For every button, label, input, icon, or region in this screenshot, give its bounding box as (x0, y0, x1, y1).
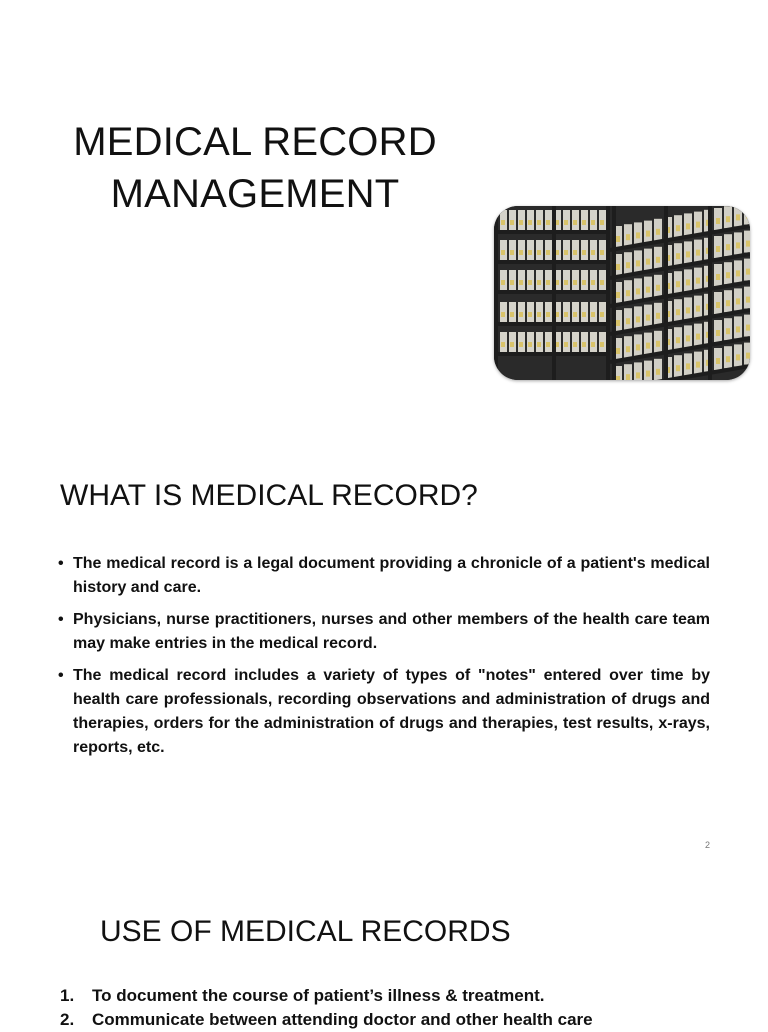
bullet-marker: • (58, 611, 64, 628)
bullet-marker: • (58, 555, 64, 572)
list-number: 2. (60, 1010, 75, 1029)
section-heading: WHAT IS MEDICAL RECORD? (60, 479, 478, 512)
uses-slide (0, 864, 768, 1029)
title-line-2: MANAGEMENT (110, 172, 400, 216)
bullet-text: The medical record includes a variety of types of "notes" entered over time by health care professionals, recording observations and administration of drugs and therapies, orders for the administration of drugs and therapies, test results, x-rays, reports, etc. (73, 667, 710, 756)
list-item (60, 1008, 720, 1032)
bullet-marker: • (58, 667, 64, 684)
records-shelves-image (494, 206, 750, 380)
list-text: To document the course of patient’s illness & treatment. (92, 986, 545, 1005)
page-number: 2 (704, 840, 710, 850)
list-text: Communicate between attending doctor and other health care (92, 1010, 593, 1029)
bullet-list (58, 552, 710, 768)
list-item (60, 984, 720, 1008)
section-heading: USE OF MEDICAL RECORDS (100, 915, 511, 948)
numbered-list (60, 984, 720, 1032)
list-number: 1. (60, 986, 75, 1005)
bullet-item (58, 552, 710, 600)
definition-slide (0, 432, 768, 864)
title-line-1: MEDICAL RECORD (73, 120, 437, 164)
slide-title (60, 116, 450, 220)
title-slide (0, 0, 768, 432)
bullet-text: The medical record is a legal document providing a chronicle of a patient's medical history and care. (73, 555, 710, 596)
bullet-text: Physicians, nurse practitioners, nurses and other members of the health care team may make entries in the medical record. (73, 611, 710, 652)
bullet-item (58, 608, 710, 656)
bullet-item (58, 664, 710, 760)
